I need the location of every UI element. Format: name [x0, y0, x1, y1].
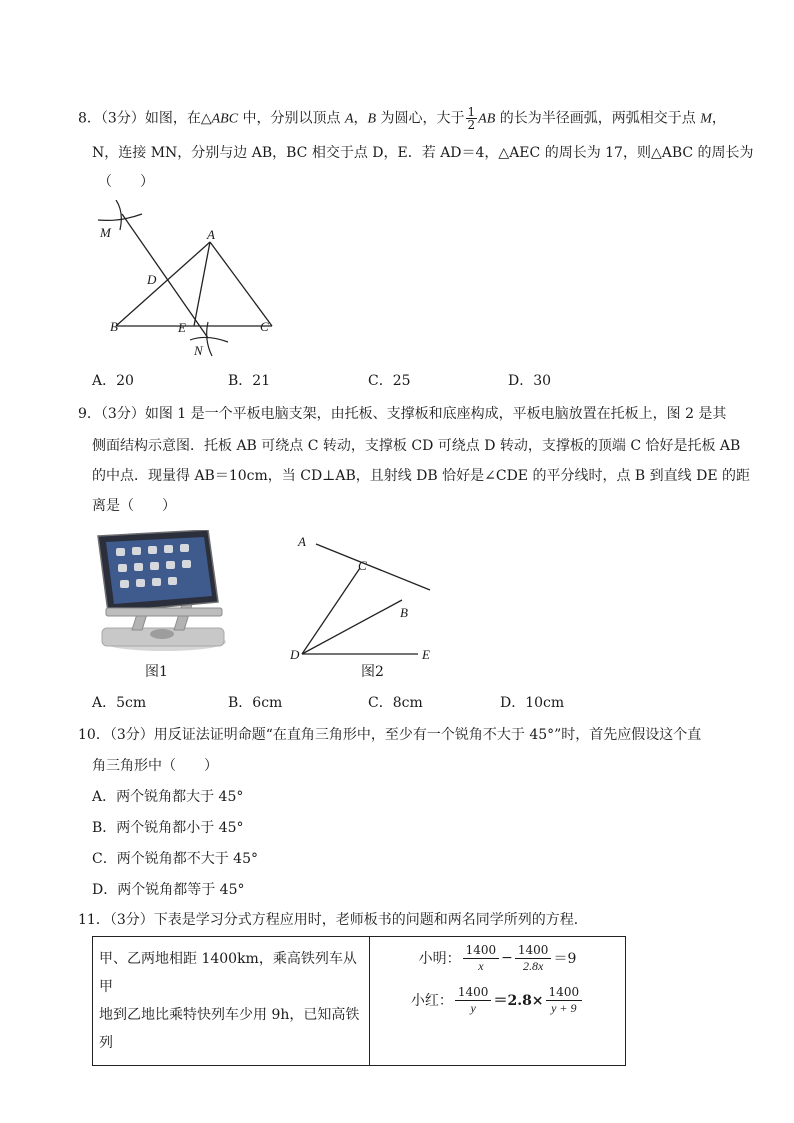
- segment-dc: [302, 568, 360, 654]
- q8-option-d[interactable]: D．30: [508, 373, 552, 389]
- xiaoming-equation: 小明： 1400 x − $\frac{1400}{2.8x}$ ＝9: [418, 942, 577, 973]
- side-ac: [210, 242, 272, 326]
- q10-option-a[interactable]: A．两个锐角都大于 45°: [92, 789, 244, 805]
- problem-cell: [93, 937, 370, 1066]
- arc-m1: [98, 214, 142, 220]
- q9-line3: 的中点．现量得 AB＝10cm，当 CD⊥AB，且射线 DB 恰好是∠CDE 的平分线时，点 B 到直线 DE 的距: [92, 468, 751, 484]
- problem-line2: 地到乙地比乘特快列车少用 9h，已知高铁列: [99, 1007, 360, 1051]
- q11-table: [92, 936, 626, 1066]
- q8-triangle-figure: [90, 200, 290, 360]
- q11-line1: 11．（3分）下表是学习分式方程应用时，老师板书的问题和两名同学所列的方程．: [78, 912, 588, 928]
- q8-option-a[interactable]: A．20: [92, 373, 134, 389]
- q10-option-b[interactable]: B．两个锐角都小于 45°: [92, 820, 244, 836]
- figure1-caption: 图1: [145, 664, 168, 680]
- figure2-caption: 图2: [361, 664, 384, 680]
- q9-options: [92, 693, 612, 713]
- q9-option-d[interactable]: D．10cm: [500, 695, 565, 711]
- arc-n1: [190, 337, 228, 342]
- arc-n2: [207, 322, 212, 356]
- q8-line1: 8．（3分）如图，在△ABC 中，分别以顶点 A，B 为圆心，大于 $\frac{1}{2}$ AB 的长为半径画弧，两弧相交于点 M，: [78, 105, 726, 132]
- segment-ab: [316, 544, 430, 590]
- label-c2: C: [358, 558, 367, 573]
- q8-answer-blank: （ ）: [98, 174, 154, 190]
- q9-option-b[interactable]: B．6cm: [228, 695, 283, 711]
- q8-option-c[interactable]: C．25: [368, 373, 411, 389]
- q9-line1: 9．（3分）如图 1 是一个平板电脑支架，由托板、支撑板和底座构成，平板电脑放置在托板上，图 2 是其: [78, 406, 727, 422]
- q8-options: [92, 371, 612, 391]
- q9-line2: 侧面结构示意图．托板 AB 可绕点 C 转动，支撑板 CD 可绕点 D 转动，支撑板的顶端 C 恰好是托板 AB: [92, 438, 741, 454]
- label-a: A: [207, 227, 215, 242]
- xiaohong-equation: 小红： 1400 y ＝2.8× $\frac{1400}{y + 9}$: [370, 979, 625, 1021]
- q10-option-d[interactable]: D．两个锐角都等于 45°: [92, 882, 245, 898]
- label-a2: A: [298, 534, 306, 549]
- q8-line2: N，连接 MN，分别与边 AB，BC 相交于点 D，E．若 AD＝4，△AEC 的周长为 17，则△ABC 的周长为: [92, 145, 754, 161]
- label-e2: E: [422, 647, 430, 662]
- equations-cell: [370, 937, 626, 1066]
- label-c: C: [260, 319, 269, 334]
- label-e: E: [178, 320, 186, 335]
- fraction-one-half: $\frac{1}{2}$: [467, 105, 476, 132]
- arc-m2: [116, 200, 121, 230]
- label-d2: D: [290, 647, 300, 662]
- label-b: B: [110, 319, 118, 334]
- q10-option-c[interactable]: C．两个锐角都不大于 45°: [92, 851, 258, 867]
- q9-structure-figure: [290, 530, 450, 670]
- xh-fraction-2: $\frac{1400}{y + 9}$: [546, 985, 583, 1016]
- q9-option-c[interactable]: C．8cm: [368, 695, 423, 711]
- label-n: N: [194, 343, 203, 358]
- line-mn: [122, 214, 208, 338]
- xh-fraction-1: 1400 y: [455, 985, 492, 1016]
- xm-fraction-1: 1400 x: [463, 943, 500, 974]
- tablet-stand-photo: [96, 530, 230, 652]
- q10-line2: 角三角形中（ ）: [92, 758, 218, 774]
- label-b2: B: [400, 605, 408, 620]
- q9-option-a[interactable]: A．5cm: [92, 695, 147, 711]
- q8-option-b[interactable]: B．21: [228, 373, 271, 389]
- xm-fraction-2: $\frac{1400}{2.8x}$: [515, 943, 552, 974]
- q9-line4: 离是（ ）: [92, 498, 176, 514]
- problem-line1: 甲、乙两地相距 1400km，乘高铁列车从甲: [99, 951, 357, 995]
- q10-line1: 10．（3分）用反证法证明命题“在直角三角形中，至少有一个锐角不大于 45°”时，首先应假设这个直: [78, 727, 702, 743]
- ray-db: [302, 600, 402, 654]
- label-d: D: [147, 272, 157, 287]
- label-m: M: [100, 225, 111, 240]
